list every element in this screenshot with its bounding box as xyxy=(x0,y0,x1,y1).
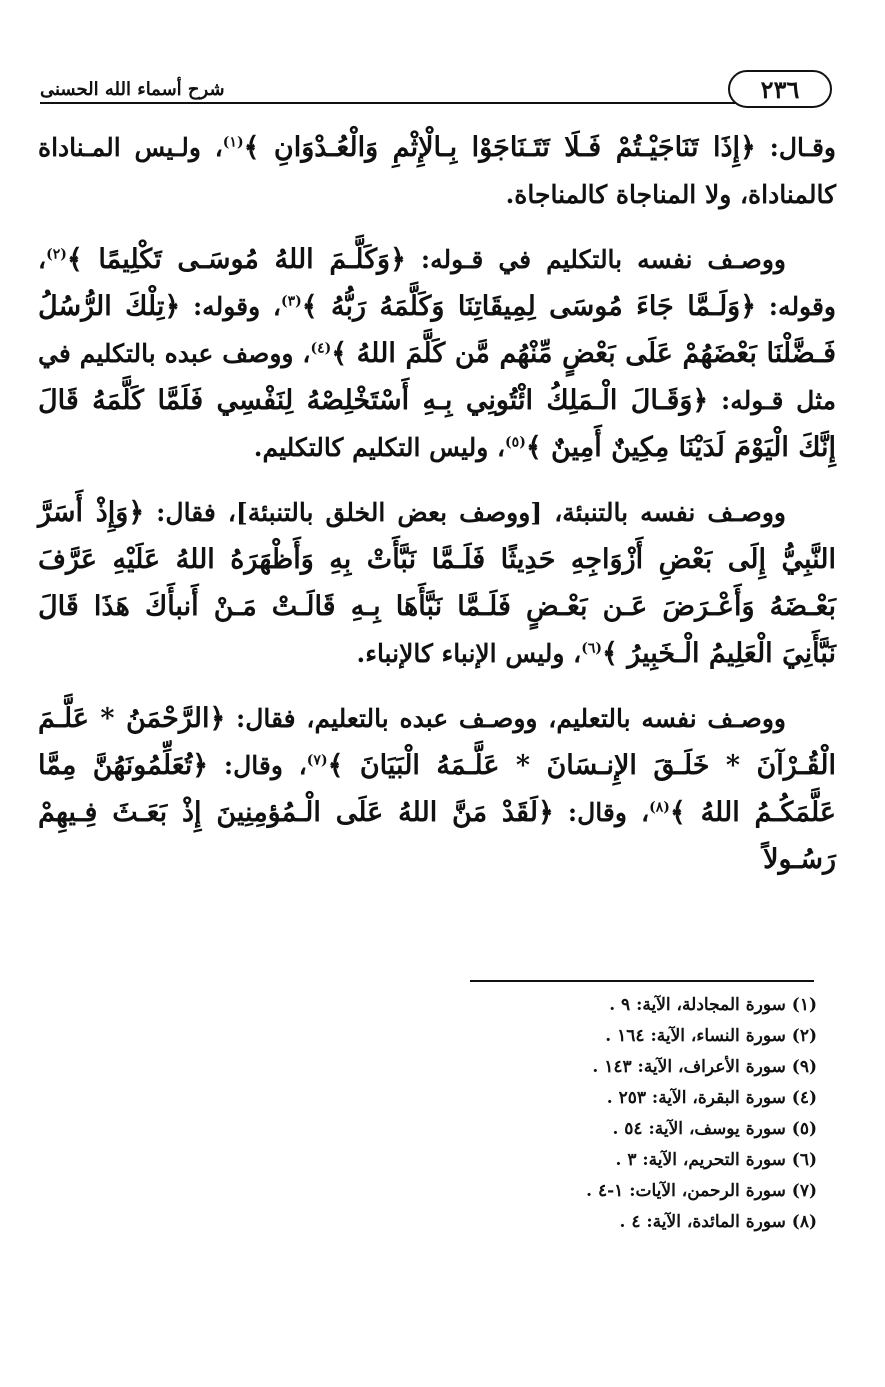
footnote-ref: (١) xyxy=(222,134,244,151)
text-run: ووصـف نفسه بالتنبئة، [ووصف بعض الخلق بالتنبئة]، فقال: xyxy=(144,498,786,527)
quran-verse: ﴿تُعَلِّمُونَهُنَّ مِمَّا عَلَّمَكُـمُ اللهُ ﴾ xyxy=(38,750,836,828)
footnotes xyxy=(417,990,817,1238)
footnote: (٥) سورة يوسف، الآية: ٥٤ . xyxy=(612,1119,817,1139)
text-run: ، وقوله: xyxy=(38,245,836,321)
text-run: ووصـف نفسه بالتعليم، ووصـف عبده بالتعليم، فقال: xyxy=(225,704,786,733)
quran-verse: ﴿لَقَدْ مَنَّ اللهُ عَلَى الْـمُؤمِنِينَ إِذْ بَعَـثَ فِـيهِمْ رَسُـولاً xyxy=(38,797,836,875)
text-run: ، وقوله: xyxy=(180,292,281,321)
quran-verse: ﴿وَلَـمَّا جَاءَ مُوسَى لِمِيقَاتِنَا وَكَلَّمَهُ رَبُّهُ ﴾ xyxy=(301,291,757,322)
text-run: ، وقال: xyxy=(208,751,307,780)
paragraph xyxy=(38,489,836,677)
footnote-ref: (٨) xyxy=(649,799,670,816)
quran-verse: ﴿تِلْكَ الرُّسُلُ فَـضَّلْنَا بَعْضَهُمْ عَلَى بَعْضٍ مِّنْهُم مَّن كَلَّمَ اللهُ ﴾ xyxy=(38,291,837,369)
paragraph xyxy=(38,124,836,218)
footnote: (٨) سورة المائدة، الآية: ٤ . xyxy=(619,1212,817,1232)
footnote-ref: (٥) xyxy=(505,434,526,451)
text-run: ، وليس الإنباء كالإنباء. xyxy=(356,639,582,668)
text-run: ، وقال: xyxy=(553,798,650,827)
header-rule xyxy=(40,102,736,104)
footnote: (٩) سورة الأعراف، الآية: ١٤٣ . xyxy=(592,1057,817,1077)
footnote: (٢) سورة النساء، الآية: ١٦٤ . xyxy=(605,1026,817,1046)
footnote-ref: (٣) xyxy=(280,293,302,310)
footnote: (١) سورة المجادلة، الآية: ٩ . xyxy=(609,995,817,1015)
paragraph xyxy=(38,236,836,471)
footnote: (٦) سورة التحريم، الآية: ٣ . xyxy=(615,1150,817,1170)
footnote: (٤) سورة البقرة، الآية: ٢٥٣ . xyxy=(606,1088,817,1108)
page-number: ٢٣٦ xyxy=(728,70,832,108)
quran-verse: ﴿وَإِذْ أَسَرَّ النَّبِيُّ إِلَى بَعْضِ أَزْوَاجِهِ حَدِيثًا فَلَـمَّا نَبَّأَتْ بِهِ وَأَظْهَرَهُ اللهُ عَلَيْهِ عَرَّفَ بَعْـضَهُ وَأَعْـرَضَ عَـن بَعْـضٍ فَلَـمَّا نَبَّأَهَا بِـهِ قَالَـتْ مَـنْ أَنبأَكَ هَذَا قَالَ نَبَّأَنِيَ الْعَلِيمُ الْـخَبِيرُ ﴾ xyxy=(38,497,836,669)
paragraph xyxy=(38,695,836,883)
text-run: ، ولـيس المـناداة كالمناداة، ولا المناجاة كالمناجاة. xyxy=(38,133,836,209)
page-header xyxy=(40,70,832,110)
quran-verse: ﴿الرَّحْمَنُ * عَلَّـمَ الْقُـرْآنَ * خَلَـقَ الإِنـسَانَ * عَلَّـمَهُ الْبَيَانَ ﴾ xyxy=(38,703,837,781)
text-run: ، وليس التكليم كالتكليم. xyxy=(253,433,506,462)
footnote-ref: (٢) xyxy=(46,246,67,263)
footnote-rule xyxy=(470,980,814,982)
footnote: (٧) سورة الرحمن، الآيات: ١-٤ . xyxy=(586,1181,817,1201)
quran-verse: ﴿وَقَـالَ الْـمَلِكُ ائْتُونِي بِـهِ أَسْتَخْلِصْهُ لِنَفْسِي فَلَمَّا كَلَّمَهُ قَالَ إِنَّكَ الْيَوْمَ لَدَيْنَا مِكِينٌ أَمِينٌ ﴾ xyxy=(38,385,836,463)
main-text xyxy=(38,124,836,901)
text-run: ، ووصف عبده بالتكليم في مثل قـوله: xyxy=(38,339,837,415)
footnote-ref: (٤) xyxy=(310,340,332,357)
running-title: شرح أسماء الله الحسنى xyxy=(40,79,225,100)
text-run: وقـال: xyxy=(755,133,836,162)
quran-verse: ﴿إِذَا تَنَاجَيْـتُمْ فَـلَا تَتَـنَاجَوْا بِـالْإِثْمِ وَالْعُـدْوَانِ ﴾ xyxy=(243,132,756,163)
text-run: ووصـف نفسه بالتكليم في قـوله: xyxy=(405,245,787,274)
footnote-ref: (٦) xyxy=(581,640,602,657)
footnote-ref: (٧) xyxy=(306,752,328,769)
quran-verse: ﴿وَكَلَّـمَ اللهُ مُوسَـى تَكْلِيمًا ﴾ xyxy=(66,244,406,275)
